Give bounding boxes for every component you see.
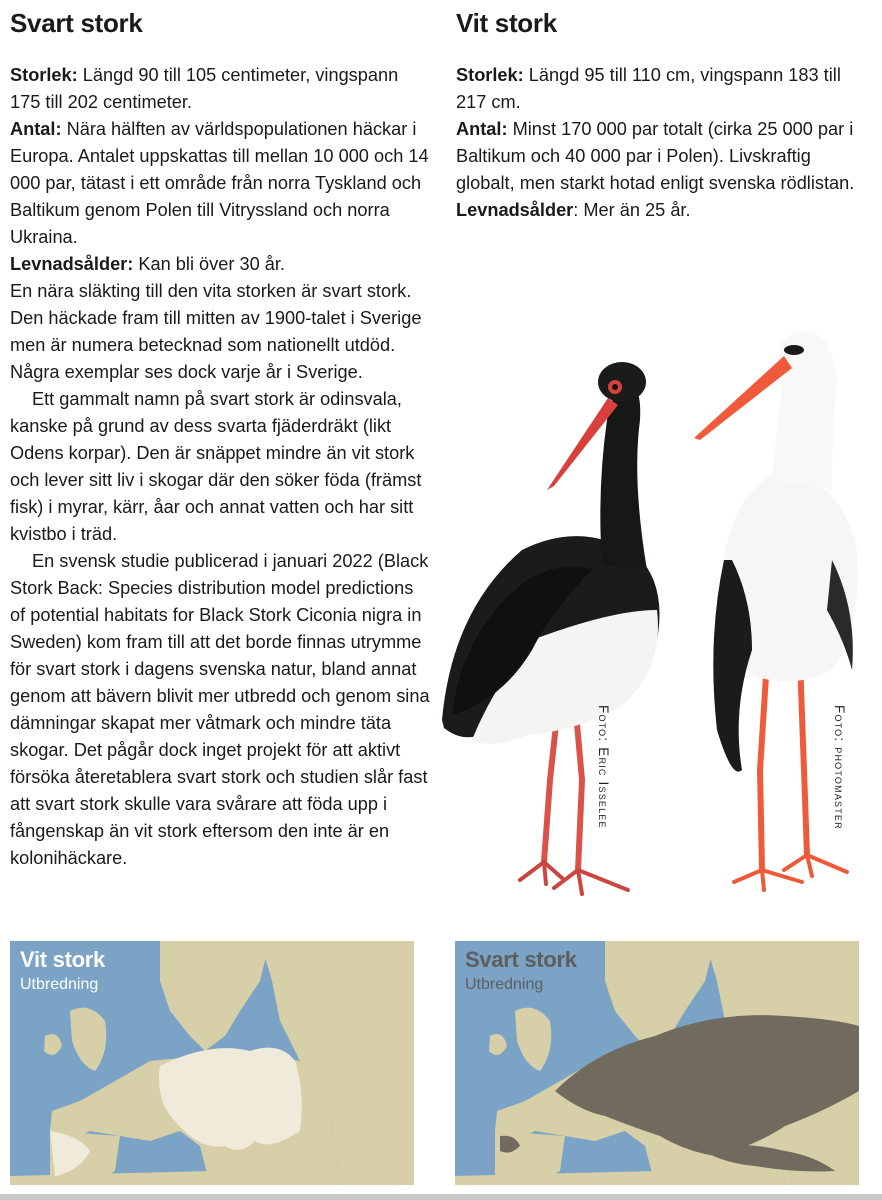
age-value: : Mer än 25 år.: [573, 200, 691, 220]
black-stork-image: [442, 362, 660, 894]
size-value: Längd 95 till 110 cm, vingspann 183 till 217 cm.: [456, 65, 841, 112]
white-stork-text: [456, 62, 866, 224]
white-stork-count: [456, 116, 866, 197]
size-label: Storlek:: [10, 65, 78, 85]
age-label: Levnadsålder: [456, 200, 574, 220]
black-stork-count: [10, 116, 430, 251]
white-stork-title: Vit stork: [456, 8, 557, 38]
white-stork-range-map: [10, 941, 414, 1185]
white-stork-age: [456, 197, 866, 224]
map-subtitle-white: Utbredning: [20, 976, 99, 993]
count-label: Antal:: [10, 119, 62, 139]
size-value: Längd 90 till 105 centimeter, vingspann 175 till 202 centimeter.: [10, 65, 399, 112]
photo-credit-black-stork: Foto: Eric Isselee: [596, 705, 611, 829]
paragraph-1: En nära släkting till den vita storken är svart stork. Den häckade fram till mitten av 1900-talet i Sverige men är numera betecknad som nationellt utdöd. Några exemplar ses dock varje år i Sverige.: [10, 281, 422, 382]
stork-photos: [432, 310, 882, 910]
stork-illustration: [432, 310, 882, 910]
paragraph-3: En svensk studie publicerad i januari 2022 (Black Stork Back: Species distribution model predictions of potential habitats for Black Stork Ciconia nigra in Sweden) kom fram till att det borde finnas utrymme för svart stork i dagens svenska natur, bland annat genom att bävern blivit mer utbredd och genom sina dämningar skapat mer våtmark och mindre täta skogar. Det pågår dock inget projekt för att aktivt försöka återetablera svart stork och studien slår fast att svart stork skulle vara svårare att föda upp i fångenskap än vit stork eftersom den inte är en kolonihäckare.: [10, 551, 430, 868]
map-title-black: Svart stork: [465, 947, 577, 972]
map-title-white: Vit stork: [20, 947, 105, 972]
count-label: Antal:: [456, 119, 508, 139]
black-stork-title: Svart stork: [10, 8, 143, 38]
black-stork-range-map: [455, 941, 859, 1185]
map-subtitle-black: Utbredning: [465, 976, 544, 993]
size-label: Storlek:: [456, 65, 524, 85]
age-value: Kan bli över 30 år.: [133, 254, 285, 274]
paragraph-2: Ett gammalt namn på svart stork är odinsvala, kanske på grund av dess svarta fjäderdräkt (likt Odens korpar). Den är snäppet mindre än vit stork och lever sitt liv i skogar där den söker föda (främst fisk) i myrar, kärr, åar och annat vatten och har sitt kvistbo i träd.: [10, 389, 422, 544]
photo-credit-white-stork: Foto: photomaster: [832, 705, 847, 830]
white-stork-size: [456, 62, 866, 116]
age-label: Levnadsålder:: [10, 254, 134, 274]
black-stork-size: [10, 62, 430, 116]
black-stork-text: [10, 62, 430, 872]
count-value: Minst 170 000 par totalt (cirka 25 000 par i Baltikum och 40 000 par i Polen). Livskraftig globalt, men starkt hotad enligt svenska rödlistan.: [456, 119, 855, 193]
black-stork-age: [10, 251, 430, 278]
bottom-divider: [0, 1194, 882, 1200]
count-value: Nära hälften av världspopulationen häckar i Europa. Antalet uppskattas till mellan 10 000 och 14 000 par, tätast i ett område från norra Tyskland och Baltikum genom Polen till Vitryssland och norra Ukraina.: [10, 119, 429, 247]
